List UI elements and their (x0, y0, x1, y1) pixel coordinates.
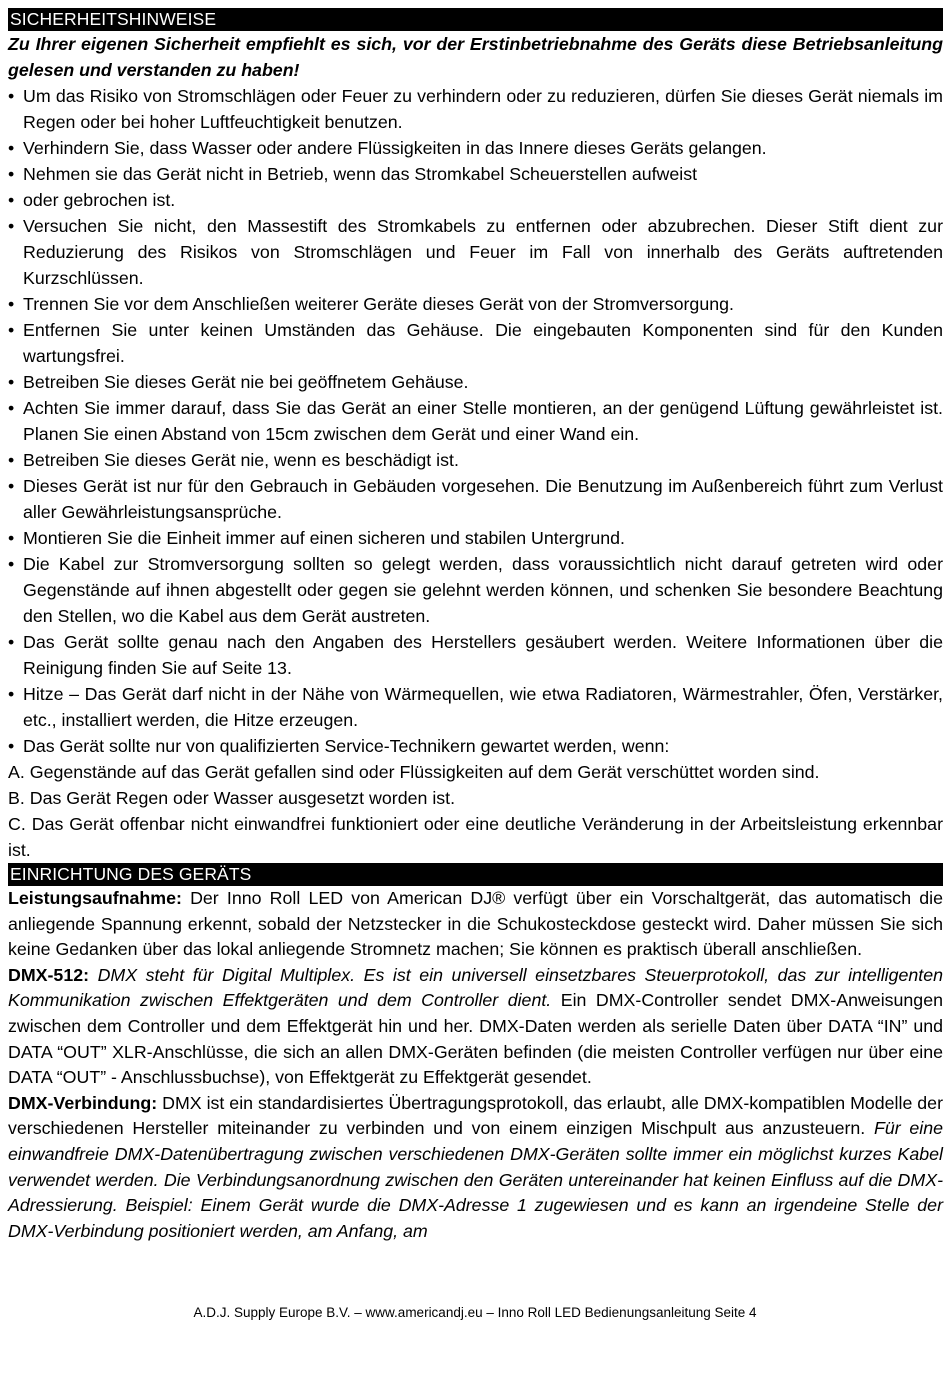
power-paragraph (8, 886, 943, 963)
dmx-link-label: DMX-Verbindung: (8, 1092, 158, 1113)
safety-bullet: • Verhindern Sie, dass Wasser oder andere Flüssigkeiten in das Innere dieses Geräts gelangen. (8, 135, 943, 161)
service-condition-item: A. Gegenstände auf das Gerät gefallen sind oder Flüssigkeiten auf dem Gerät verschüttet worden sind. (8, 762, 820, 782)
safety-bullet: • Das Gerät sollte nur von qualifizierten Service-Technikern gewartet werden, wenn: (8, 733, 943, 759)
dmx512-text: Ein DMX-Controller sendet DMX-Anweisungen zwischen dem Controller und dem Effektgerät hin und her. DMX-Daten werden als serielle Daten über DATA “IN” und DATA “OUT” XLR-Anschlüsse, die sich an allen DMX-Geräten befinden (die meisten Controller verfügen nur über eine DATA “OUT” - Anschlussbuchse), von Effektgerät zu Effektgerät gesendet. (8, 990, 943, 1088)
safety-bullet: • Um das Risiko von Stromschlägen oder Feuer zu verhindern oder zu reduzieren, dürfen Sie dieses Gerät niemals im Regen oder bei hoher Luftfeuchtigkeit benutzen. (8, 83, 943, 135)
service-condition-item: B. Das Gerät Regen oder Wasser ausgesetzt worden ist. (8, 788, 456, 808)
safety-bullet: • Nehmen sie das Gerät nicht in Betrieb, wenn das Stromkabel Scheuerstellen aufweist (8, 161, 943, 187)
document-page (8, 8, 943, 1244)
power-label: Leistungsaufnahme: (8, 888, 182, 908)
dmx-link-paragraph (8, 1091, 943, 1245)
safety-bullet: • Montieren Sie die Einheit immer auf einen sicheren und stabilen Untergrund. (8, 525, 943, 551)
dmx512-label: DMX-512: (8, 964, 90, 985)
dmx-link-text: DMX ist ein standardisiertes Übertragungsprotokoll, das erlaubt, alle DMX-kompatiblen Modelle der verschiedenen Hersteller miteinander zu verbinden und von einem einzigen Mischpult aus anzusteuern. (8, 1092, 943, 1139)
safety-bullet: • Dieses Gerät ist nur für den Gebrauch in Gebäuden vorgesehen. Die Benutzung im Außenbereich führt zum Verlust aller Gewährleistungsansprüche. (8, 473, 943, 525)
dmx512-paragraph (8, 963, 943, 1091)
safety-bullet: • Das Gerät sollte genau nach den Angaben des Herstellers gesäubert werden. Weitere Informationen über die Reinigung finden Sie auf Seite 13. (8, 629, 943, 681)
dmx-link-italic-text: Für eine einwandfreie DMX-Datenübertragung zwischen verschiedenen DMX-Geräten sollte immer ein möglichst kurzes Kabel verwendet werden. Die Verbindungsanordnung zwischen den Geräten untereinander hat keinen Einfluss auf die DMX-Adressierung. Beispiel: Einem Gerät wurde die DMX-Adresse 1 zugewiesen und es kann an irgendeine Stelle der DMX-Verbindung positioniert werden, am Anfang, am (8, 1118, 944, 1241)
service-condition-item: C. Das Gerät offenbar nicht einwandfrei funktioniert oder eine deutliche Veränderung in der Arbeitsleistung erkennbar ist. (8, 814, 943, 860)
power-text: Der Inno Roll LED von American DJ® verfügt über ein Vorschaltgerät, das automatisch die anliegende Spannung erkennt, sobald der Netzstecker in die Schukosteckdose gesteckt wird. Daher müssen Sie sich keine Gedanken über das lokal anliegende Stromnetz machen; Sie können es praktisch überall anschließen. (8, 888, 943, 960)
safety-bullet: • Versuchen Sie nicht, den Massestift des Stromkabels zu entfernen oder abzubrechen. Dieser Stift dient zur Reduzierung des Risikos von Stromschlägen und Feuer im Fall von innerhalb des Geräts auftretenden Kurzschlüssen. (8, 213, 943, 291)
service-conditions-list (8, 759, 943, 863)
safety-bullet: • oder gebrochen ist. (8, 187, 943, 213)
safety-bullet-list (8, 83, 943, 759)
safety-bullet: • Entfernen Sie unter keinen Umständen das Gehäuse. Die eingebauten Komponenten sind für den Kunden wartungsfrei. (8, 317, 943, 369)
page-footer: A.D.J. Supply Europe B.V. – www.americandj.eu – Inno Roll LED Bedienungsanleitung Seite 4 (193, 1305, 757, 1320)
safety-intro: Zu Ihrer eigenen Sicherheit empfiehlt es sich, vor der Erstinbetriebnahme des Geräts diese Betriebsanleitung gelesen und verstanden zu haben! (8, 34, 943, 80)
section-heading-setup: EINRICHTUNG DES GERÄTS (8, 863, 943, 886)
safety-bullet: • Achten Sie immer darauf, dass Sie das Gerät an einer Stelle montieren, an der genügend Lüftung gewährleistet ist. Planen Sie einen Abstand von 15cm zwischen dem Gerät und einer Wand ein. (8, 395, 943, 447)
safety-bullet: • Die Kabel zur Stromversorgung sollten so gelegt werden, dass voraussichtlich nicht darauf getreten wird oder Gegenstände auf ihnen abgestellt oder gegen sie gelehnt werden können, und schenken Sie besondere Beachtung den Stellen, wo die Kabel aus dem Gerät austreten. (8, 551, 943, 629)
section-heading-safety: SICHERHEITSHINWEISE (8, 8, 943, 31)
safety-bullet: • Betreiben Sie dieses Gerät nie, wenn es beschädigt ist. (8, 447, 943, 473)
safety-bullet: • Trennen Sie vor dem Anschließen weiterer Geräte dieses Gerät von der Stromversorgung. (8, 291, 943, 317)
safety-bullet: • Betreiben Sie dieses Gerät nie bei geöffnetem Gehäuse. (8, 369, 943, 395)
dmx512-italic-text: DMX steht für Digital Multiplex. Es ist ein universell einsetzbares Steuerprotokoll, das zur intelligenten Kommunikation zwischen Effektgeräten und dem Controller dient. (8, 964, 943, 1011)
safety-bullet: • Hitze – Das Gerät darf nicht in der Nähe von Wärmequellen, wie etwa Radiatoren, Wärmestrahler, Öfen, Verstärker, etc., installiert werden, die Hitze erzeugen. (8, 681, 943, 733)
